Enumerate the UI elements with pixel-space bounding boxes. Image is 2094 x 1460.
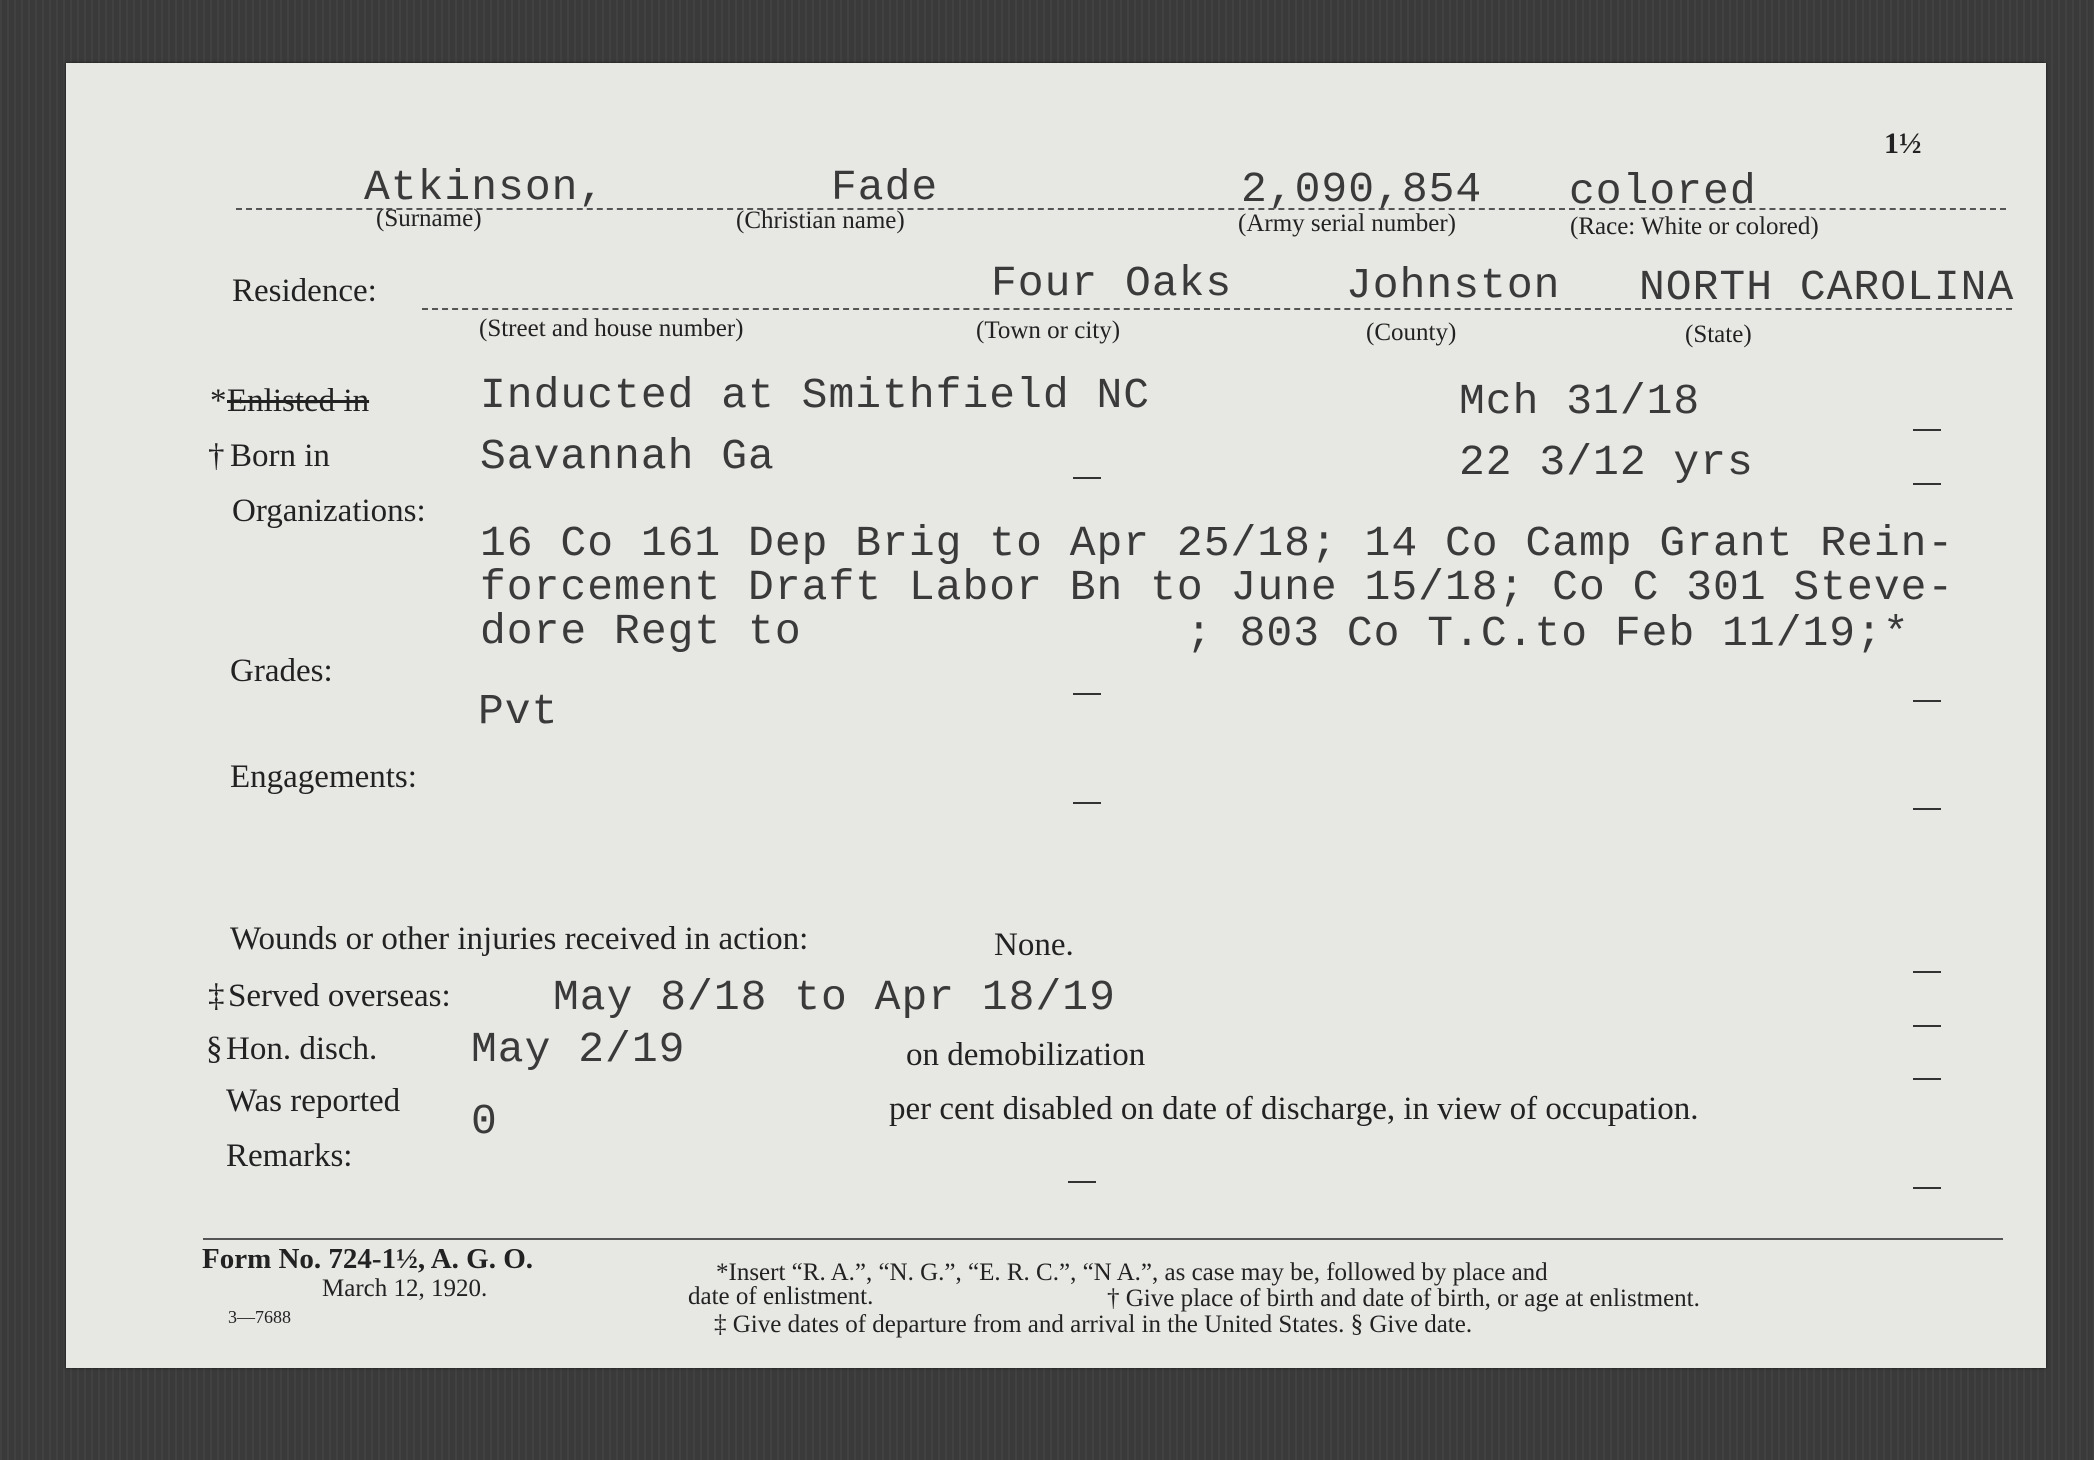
christian-name-caption: (Christian name) xyxy=(736,207,905,234)
discharge-date: May 2/19 xyxy=(471,1025,686,1074)
christian-name-value: Fade xyxy=(831,163,939,212)
residence-county-value: Johnston xyxy=(1346,261,1561,310)
mid-tick xyxy=(1073,477,1101,479)
engagements-label: Engagements: xyxy=(230,759,417,795)
enlisted-label: Enlisted in xyxy=(227,383,370,419)
reported-value: 0 xyxy=(471,1097,498,1146)
street-caption: (Street and house number) xyxy=(479,315,744,342)
born-mark: † xyxy=(208,438,225,474)
footnote-birth: † Give place of birth and date of birth, or age at enlistment. xyxy=(1107,1285,1700,1312)
organizations-line-3b: ; 803 Co T.C.to Feb 11/19;* xyxy=(1186,609,1910,658)
organizations-line-3a: dore Regt to xyxy=(480,607,802,656)
margin-tick xyxy=(1913,1187,1941,1189)
service-record-card xyxy=(66,63,2046,1368)
residence-state-value: NORTH CAROLINA xyxy=(1639,263,2015,312)
form-number: Form No. 724-1½, A. G. O. xyxy=(202,1243,534,1275)
wounds-value: None. xyxy=(994,927,1074,963)
overseas-label: Served overseas: xyxy=(228,978,451,1014)
overseas-value: May 8/18 to Apr 18/19 xyxy=(553,973,1116,1022)
grades-label: Grades: xyxy=(230,653,333,689)
residence-town-value: Four Oaks xyxy=(991,259,1233,308)
residence-dashed-line xyxy=(422,308,2012,310)
race-value: colored xyxy=(1569,167,1757,216)
margin-tick xyxy=(1913,1078,1941,1080)
discharge-label: Hon. disch. xyxy=(226,1031,378,1067)
header-dashed-line xyxy=(236,208,2006,210)
print-code: 3—7688 xyxy=(228,1307,291,1327)
race-caption: (Race: White or colored) xyxy=(1570,213,1819,240)
county-caption: (County) xyxy=(1366,319,1457,346)
organizations-line-2: forcement Draft Labor Bn to June 15/18; Co C 301 Steve- xyxy=(480,563,1955,612)
discharge-mark: § xyxy=(206,1031,223,1067)
footnote-enlistment: *Insert “R. A.”, “N. G.”, “E. R. C.”, “N A.”, as case may be, followed by place and xyxy=(716,1259,1548,1286)
remarks-label: Remarks: xyxy=(226,1138,353,1174)
footer-rule xyxy=(203,1238,2003,1240)
town-caption: (Town or city) xyxy=(976,317,1121,344)
mid-tick xyxy=(1073,802,1101,804)
footnote-enlistment-date: date of enlistment. xyxy=(688,1283,874,1310)
born-value: Savannah Ga xyxy=(480,432,775,481)
residence-label: Residence: xyxy=(232,273,377,309)
enlisted-mark: * xyxy=(210,383,227,419)
surname-caption: (Surname) xyxy=(376,205,482,232)
born-label: Born in xyxy=(230,438,330,474)
footnote-overseas: ‡ Give dates of departure from and arrival in the United States. § Give date. xyxy=(714,1311,1473,1338)
enlisted-value: Inducted at Smithfield NC xyxy=(480,371,1151,420)
overseas-mark: ‡ xyxy=(208,978,225,1014)
enlisted-date: Mch 31/18 xyxy=(1459,377,1701,426)
serial-number-caption: (Army serial number) xyxy=(1238,210,1456,237)
margin-tick xyxy=(1913,429,1941,431)
organizations-line-1: 16 Co 161 Dep Brig to Apr 25/18; 14 Co Camp Grant Rein- xyxy=(480,519,1955,568)
margin-tick xyxy=(1913,808,1941,810)
grades-value: Pvt xyxy=(478,687,559,736)
surname-value: Atkinson, xyxy=(364,163,606,212)
form-date: March 12, 1920. xyxy=(322,1275,488,1302)
mid-tick xyxy=(1068,1181,1096,1183)
wounds-label: Wounds or other injuries received in action: xyxy=(230,921,809,957)
serial-number-value: 2,090,854 xyxy=(1241,165,1483,214)
reported-label: Was reported xyxy=(226,1083,401,1119)
margin-tick xyxy=(1913,971,1941,973)
margin-tick xyxy=(1913,1025,1941,1027)
margin-tick xyxy=(1913,700,1941,702)
corner-form-mark: 1½ xyxy=(1884,127,1922,160)
reported-text: per cent disabled on date of discharge, in view of occupation. xyxy=(889,1091,1699,1127)
born-age: 22 3/12 yrs xyxy=(1459,438,1754,487)
discharge-reason: on demobilization xyxy=(906,1037,1146,1073)
organizations-label: Organizations: xyxy=(232,493,426,529)
state-caption: (State) xyxy=(1685,321,1752,348)
mid-tick xyxy=(1073,693,1101,695)
margin-tick xyxy=(1913,483,1941,485)
